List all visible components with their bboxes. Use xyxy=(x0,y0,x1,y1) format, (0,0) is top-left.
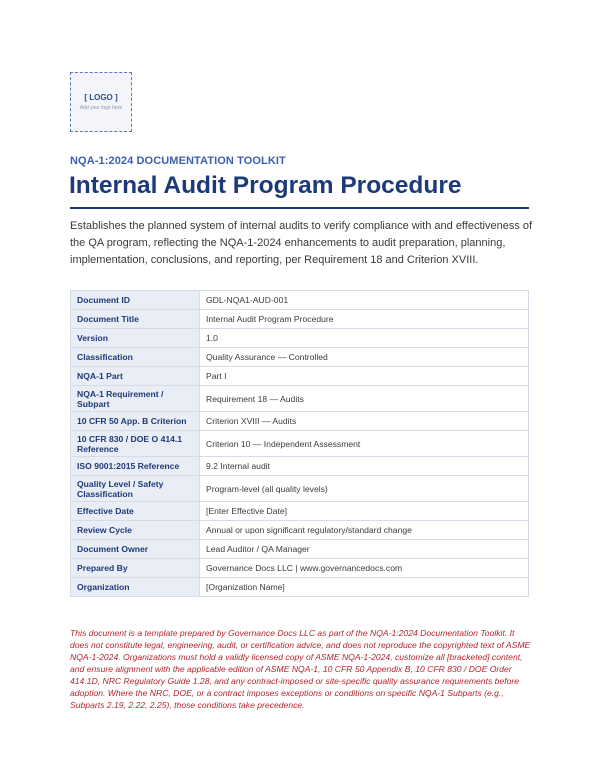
table-row xyxy=(71,540,529,559)
table-row xyxy=(71,502,529,521)
table-row xyxy=(71,578,529,597)
table-row xyxy=(71,348,529,367)
meta-value: Governance Docs LLC | www.governancedocs.com xyxy=(200,559,529,578)
title-divider xyxy=(70,207,529,209)
meta-key: 10 CFR 50 App. B Criterion xyxy=(71,412,200,431)
table-row xyxy=(71,476,529,502)
intro-paragraph: Establishes the planned system of internal audits to verify compliance with and effectiveness of the QA program, reflecting the NQA-1-2024 enhancements to audit preparation, planning, implementation, conclusions, and reporting, per Requirement 18 and Criterion XVIII. xyxy=(70,220,533,266)
logo-sublabel: Add your logo here xyxy=(79,104,123,111)
meta-value: Program-level (all quality levels) xyxy=(200,476,529,502)
document-metadata-table xyxy=(70,290,529,597)
table-row xyxy=(71,291,529,310)
meta-key: Classification xyxy=(71,348,200,367)
meta-value: Criterion 10 — Independent Assessment xyxy=(200,431,529,457)
meta-value: Lead Auditor / QA Manager xyxy=(200,540,529,559)
table-row xyxy=(71,457,529,476)
logo-placeholder[interactable] xyxy=(70,72,132,132)
table-row xyxy=(71,431,529,457)
meta-key: Document ID xyxy=(71,291,200,310)
meta-value: Part I xyxy=(200,367,529,386)
table-row xyxy=(71,329,529,348)
meta-value: Requirement 18 — Audits xyxy=(200,386,529,412)
meta-key: Organization xyxy=(71,578,200,597)
meta-value: 1.0 xyxy=(200,329,529,348)
meta-value: Annual or upon significant regulatory/standard change xyxy=(200,521,529,540)
meta-key: Quality Level / Safety Classification xyxy=(71,476,200,502)
page-title: Internal Audit Program Procedure xyxy=(69,172,462,199)
meta-value: Quality Assurance — Controlled xyxy=(200,348,529,367)
meta-key: Document Owner xyxy=(71,540,200,559)
meta-key: NQA-1 Requirement / Subpart xyxy=(71,386,200,412)
meta-value: Criterion XVIII — Audits xyxy=(200,412,529,431)
meta-key: NQA-1 Part xyxy=(71,367,200,386)
disclaimer-notice: This document is a template prepared by Governance Docs LLC as part of the NQA-1:2024 Documentation Toolkit. It does not constitute legal, engineering, audit, or certification advice, and does not reproduce the copyrighted text of ASME NQA-1-2024. Organizations must hold a validly licensed copy of ASME NQA-1-2024, customize all [bracketed] content, and ensure alignment with the applicable edition of ASME NQA-1, 10 CFR 50 Appendix B, 10 CFR 830 / DOE Order 414.1D, NRC Regulatory Guide 1.28, and any contract-imposed or site-specific quality assurance requirements before adoption. Where the NRC, DOE, or a contract imposes exceptions or conditions on specific NQA-1 Subparts (e.g., Subparts 2.19, 2.22, 2.25), those conditions take precedence. xyxy=(70,628,531,710)
meta-value: GDL-NQA1-AUD-001 xyxy=(200,291,529,310)
meta-key: Effective Date xyxy=(71,502,200,521)
meta-key: ISO 9001:2015 Reference xyxy=(71,457,200,476)
logo-label: [ LOGO ] xyxy=(84,92,118,102)
table-row xyxy=(71,386,529,412)
meta-key: 10 CFR 830 / DOE O 414.1 Reference xyxy=(71,431,200,457)
meta-key: Version xyxy=(71,329,200,348)
meta-value: Internal Audit Program Procedure xyxy=(200,310,529,329)
meta-value: [Enter Effective Date] xyxy=(200,502,529,521)
meta-value: 9.2 Internal audit xyxy=(200,457,529,476)
meta-key: Prepared By xyxy=(71,559,200,578)
table-row xyxy=(71,412,529,431)
toolkit-label: NQA-1:2024 DOCUMENTATION TOOLKIT xyxy=(70,155,286,167)
table-row xyxy=(71,367,529,386)
meta-key: Review Cycle xyxy=(71,521,200,540)
table-row xyxy=(71,521,529,540)
table-row xyxy=(71,559,529,578)
table-row xyxy=(71,310,529,329)
meta-key: Document Title xyxy=(71,310,200,329)
meta-value: [Organization Name] xyxy=(200,578,529,597)
